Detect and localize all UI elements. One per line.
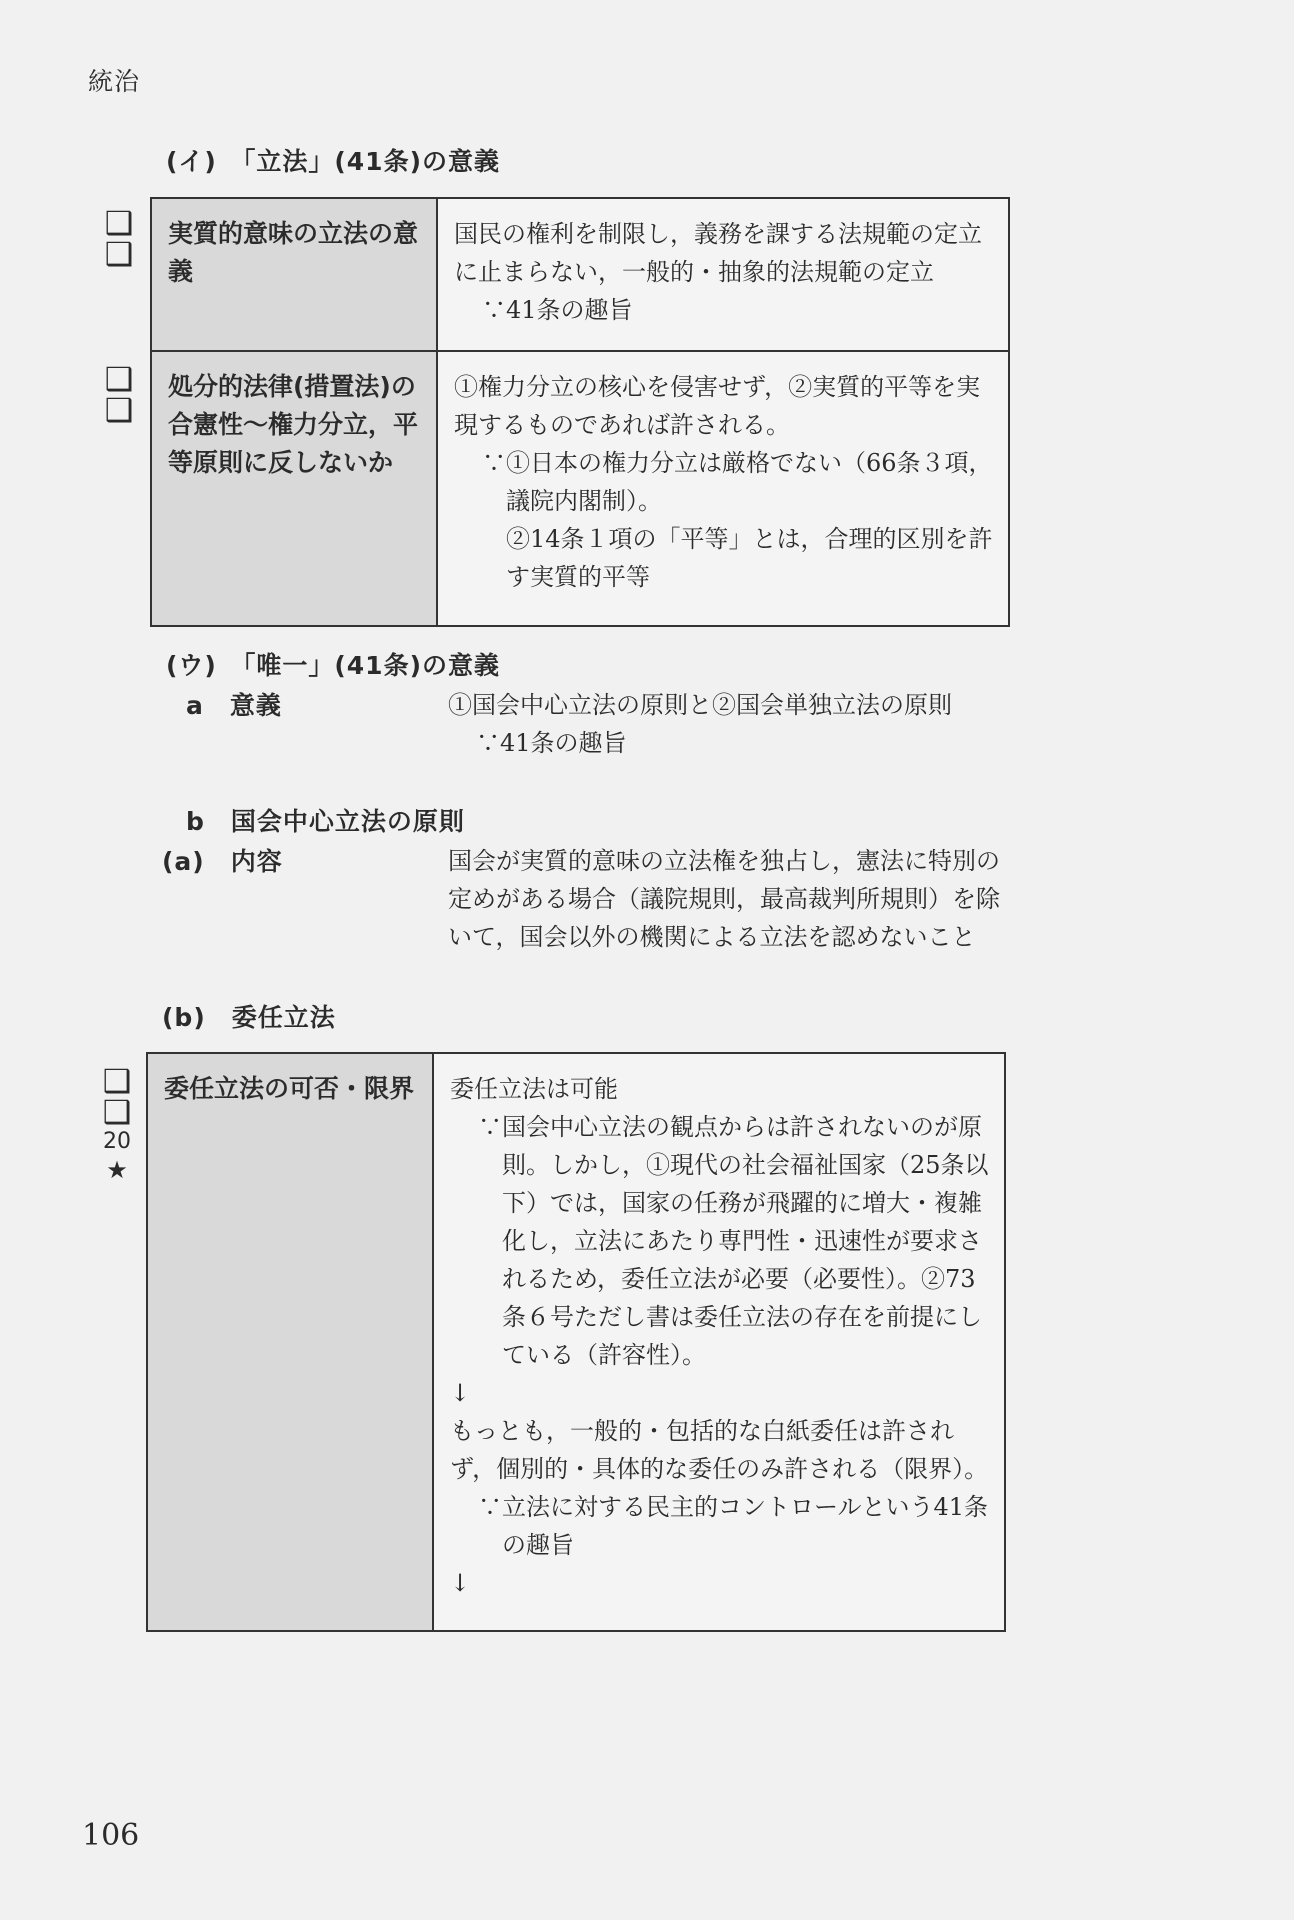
definition-table-i (150, 197, 1010, 627)
term-cell: 実質的意味の立法の意義 (151, 198, 437, 351)
item-ba-label: (a) 内容 (162, 847, 283, 876)
reason-line: ②14条１項の「平等」とは，合理的区別を許す実質的平等 (506, 525, 993, 591)
importance-number: 20 (103, 1129, 131, 1154)
section-heading-u: (ウ) 「唯一」(41条)の意義 (166, 651, 500, 680)
star-icon: ★ (106, 1156, 128, 1184)
desc-line: もっとも，一般的・包括的な白紙委任は許されず，個別的・具体的な委任のみ許される（限界）。 (450, 1417, 989, 1483)
checkbox[interactable]: ❑ (104, 235, 134, 273)
reason-line: ∵①日本の権力分立は厳格でない（66条３項，議院内閣制）。 (482, 449, 993, 515)
item-b-label: b 国会中心立法の原則 (186, 807, 465, 836)
desc-cell (437, 351, 1009, 626)
term-cell: 処分的法律(措置法)の合憲性～権力分立，平等原則に反しないか (151, 351, 437, 626)
arrow-line: ↓ (450, 1569, 471, 1597)
item-a-text (448, 686, 1004, 762)
item-a-label: a 意義 (186, 691, 282, 720)
reason-line: ∵41条の趣旨 (482, 296, 633, 324)
desc-line: 国民の権利を制限し，義務を課する法規範の定立に止まらない，一般的・抽象的法規範の定立 (454, 220, 982, 286)
checkbox[interactable]: ❑ (102, 1062, 132, 1100)
running-head: 統治 (88, 67, 141, 96)
desc-line: ①権力分立の核心を侵害せず，②実質的平等を実現するものであれば許される。 (454, 373, 981, 439)
table-row (151, 351, 1009, 626)
table-row (151, 198, 1009, 351)
desc-cell (433, 1053, 1005, 1631)
desc-cell (437, 198, 1009, 351)
checkbox[interactable]: ❑ (102, 1093, 132, 1131)
checkbox[interactable]: ❑ (104, 360, 134, 398)
item-bb-label: (b) 委任立法 (162, 1003, 336, 1032)
arrow-line: ↓ (450, 1379, 471, 1407)
reason-line: ∵国会中心立法の観点からは許されないのが原則。しかし，①現代の社会福祉国家（25条以下）では，国家の任務が飛躍的に増大・複雑化し，立法にあたり専門性・迅速性が要求されるため，委任立法が必要（必要性）。②73条６号ただし書は委任立法の存在を前提にしている（許容性）。 (478, 1113, 989, 1369)
definition-table-u (146, 1052, 1006, 1632)
item-a-reason: ∵41条の趣旨 (476, 729, 627, 757)
page-number: 106 (82, 1818, 140, 1853)
checkbox[interactable]: ❑ (104, 391, 134, 429)
checkbox[interactable]: ❑ (104, 204, 134, 242)
checkbox-group-row1[interactable] (104, 204, 134, 273)
term-cell: 委任立法の可否・限界 (147, 1053, 433, 1631)
item-ba-text: 国会が実質的意味の立法権を独占し，憲法に特別の定めがある場合（議院規則，最高裁判所規則）を除いて，国会以外の機関による立法を認めないこと (448, 847, 1000, 951)
reason-line: ∵立法に対する民主的コントロールという41条の趣旨 (478, 1493, 989, 1559)
item-a-body: ①国会中心立法の原則と②国会単独立法の原則 (448, 691, 952, 719)
table-row (147, 1053, 1005, 1631)
section-heading-i: (イ) 「立法」(41条)の意義 (166, 147, 500, 176)
checkbox-group-row3[interactable] (102, 1062, 132, 1184)
checkbox-group-row2[interactable] (104, 360, 134, 429)
desc-line: 委任立法は可能 (450, 1075, 618, 1103)
